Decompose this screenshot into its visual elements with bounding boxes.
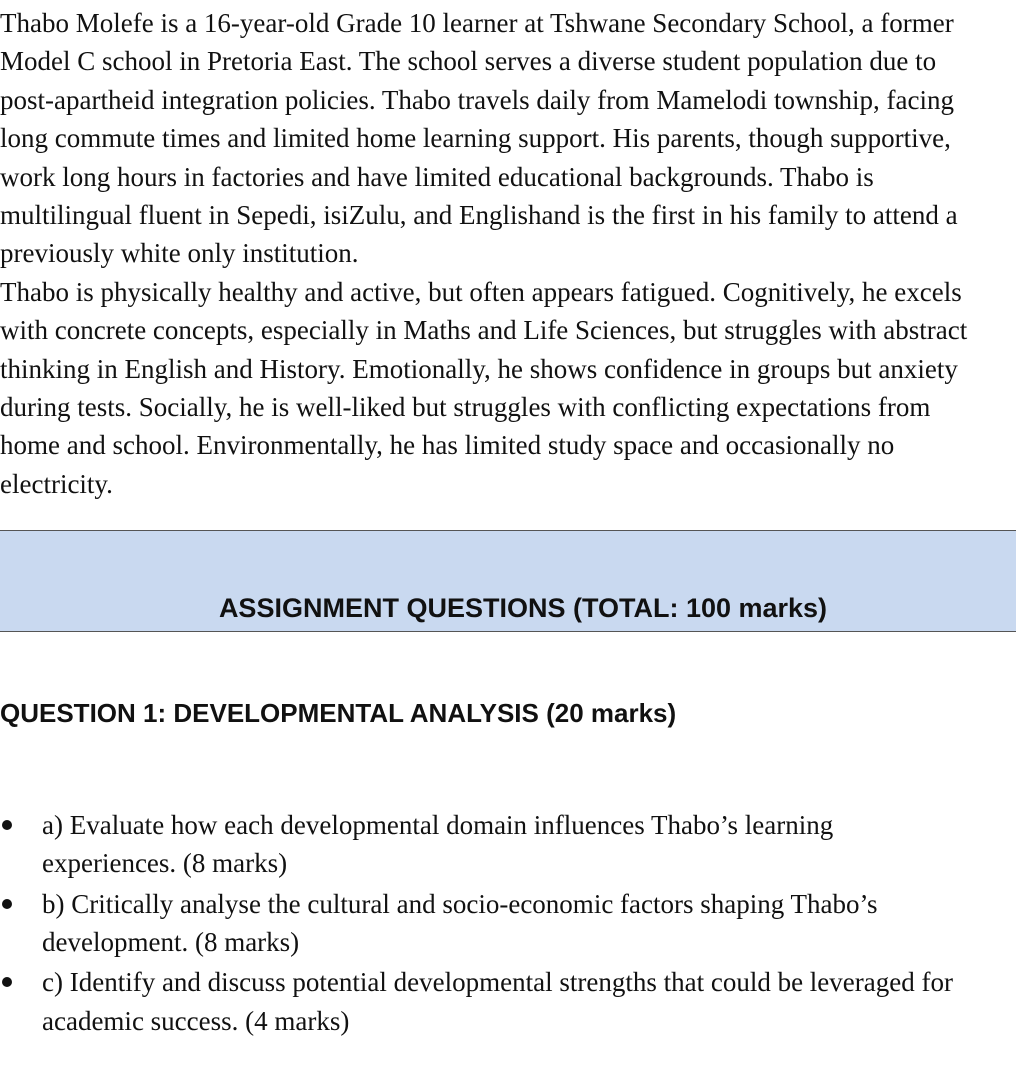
question-text-line: academic success. (4 marks) [42,1005,350,1036]
case-study-line: thinking in English and History. Emotionally, he shows confidence in groups but anxiety [0,353,958,384]
question-text-line: experiences. (8 marks) [42,848,288,879]
case-study-text [0,4,1016,503]
case-study-line: post-apartheid integration policies. Thabo travels daily from Mamelodi township, facing [0,84,955,115]
list-item [0,963,1016,1042]
list-item [0,885,1016,964]
question-text-line: b) Critically analyse the cultural and socio-economic factors shaping Thabo’s [42,888,878,919]
case-study-line: with concrete concepts, especially in Maths and Life Sciences, but struggles with abstract [0,315,968,346]
case-study-line: multilingual fluent in Sepedi, isiZulu, and Englishand is the first in his family to attend a [0,199,958,230]
question-text-line: c) Identify and discuss potential developmental strengths that could be leveraged for [42,967,953,998]
question-1-list [0,806,1016,1042]
question-1-heading: QUESTION 1: DEVELOPMENTAL ANALYSIS (20 marks) [0,698,677,728]
case-study-line: during tests. Socially, he is well-liked but struggles with conflicting expectations from [0,391,931,422]
case-study-line: previously white only institution. [0,238,359,269]
bullet-icon [2,899,12,909]
case-study-line: long commute times and limited home learning support. His parents, though supportive, [0,123,951,154]
bullet-icon [2,820,12,830]
case-study-line: electricity. [0,468,113,499]
question-text-line: development. (8 marks) [42,926,300,957]
case-study-line: Model C school in Pretoria East. The school serves a diverse student population due to [0,46,937,77]
assignment-banner [0,530,1016,632]
case-study-line: work long hours in factories and have limited educational backgrounds. Thabo is [0,161,874,192]
case-study-line: home and school. Environmentally, he has limited study space and occasionally no [0,430,895,461]
question-text-line: a) Evaluate how each developmental domain influences Thabo’s learning [42,810,834,840]
list-item [0,806,1016,885]
assignment-banner-title: ASSIGNMENT QUESTIONS (TOTAL: 100 marks) [218,593,828,623]
case-study-line: Thabo is physically healthy and active, but often appears fatigued. Cognitively, he excels [0,276,962,307]
bullet-icon [2,977,12,987]
case-study-line: Thabo Molefe is a 16-year-old Grade 10 learner at Tshwane Secondary School, a former [0,8,954,38]
